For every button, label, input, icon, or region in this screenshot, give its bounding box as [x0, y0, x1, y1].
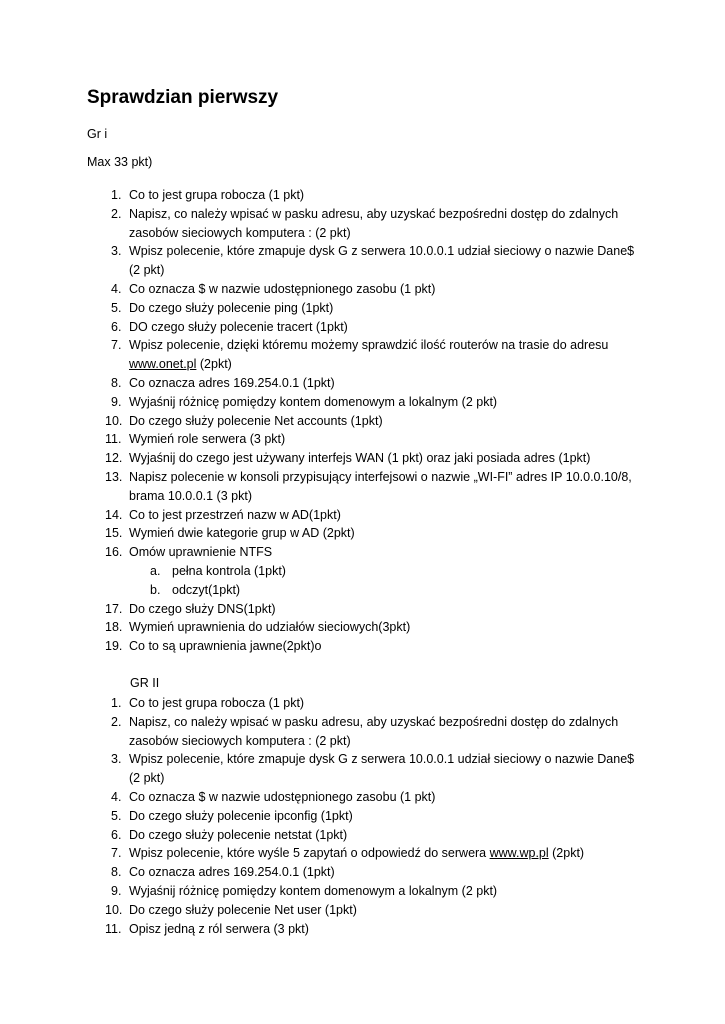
- question-item: [87, 901, 647, 920]
- sub-item: [150, 581, 647, 600]
- sub-item-letter: a.: [150, 563, 161, 578]
- question-item: [87, 412, 647, 431]
- question-number: 13.: [105, 469, 123, 484]
- page-title: Sprawdzian pierwszy: [87, 87, 279, 108]
- question-text: Do czego służy polecenie ping (1pkt): [129, 300, 334, 315]
- question-text: Co to jest grupa robocza (1 pkt): [129, 696, 305, 710]
- question-number: 2.: [111, 714, 122, 729]
- question-text: Co oznacza $ w nazwie udostępnionego zasobu (1 pkt): [129, 281, 436, 296]
- question-item: [87, 637, 647, 656]
- question-item: [87, 788, 647, 807]
- question-number: 6.: [111, 827, 122, 842]
- question-item: [87, 600, 647, 619]
- question-number: 10.: [105, 413, 123, 428]
- group-label: Gr i: [87, 127, 108, 141]
- question-text: Co to są uprawnienia jawne(2pkt)o: [129, 639, 322, 654]
- question-text: Wyjaśnij różnicę pomiędzy kontem domenowym a lokalnym (2 pkt): [129, 394, 498, 409]
- question-item: [87, 524, 647, 543]
- question-text: Wpisz polecenie, które zmapuje dysk G z serwera 10.0.0.1 udział sieciowy o nazwie Dane$ (2 pkt): [129, 244, 635, 278]
- question-number: 11.: [105, 921, 122, 936]
- question-number: 17.: [105, 601, 123, 616]
- question-number: 10.: [105, 902, 123, 917]
- question-text: Do czego służy polecenie ipconfig (1pkt): [129, 808, 353, 823]
- question-number: 2.: [111, 206, 122, 221]
- question-text: Napisz, co należy wpisać w pasku adresu, aby uzyskać bezpośredni dostęp do zdalnych zasobów sieciowych komputera : (2 pkt): [129, 206, 619, 240]
- question-item: [87, 468, 647, 506]
- question-number: 4.: [111, 789, 122, 804]
- question-text: Co oznacza $ w nazwie udostępnionego zasobu (1 pkt): [129, 789, 436, 804]
- question-text: Wyjaśnij różnicę pomiędzy kontem domenowym a lokalnym (2 pkt): [129, 883, 498, 898]
- question-text: Co to jest grupa robocza (1 pkt): [129, 188, 305, 202]
- question-text: Co to jest przestrzeń nazw w AD(1pkt): [129, 507, 341, 522]
- question-number: 11.: [105, 432, 122, 447]
- question-number: 16.: [105, 545, 123, 560]
- question-item: [87, 374, 647, 393]
- question-text: Do czego służy polecenie Net accounts (1pkt): [129, 413, 383, 428]
- url-link[interactable]: www.onet.pl: [129, 357, 197, 372]
- question-text: Do czego służy DNS(1pkt): [129, 601, 276, 616]
- question-list-group-1: [87, 186, 647, 656]
- question-text: Wpisz polecenie, które wyśle 5 zapytań o odpowiedź do serwera www.wp.pl (2pkt): [129, 846, 585, 861]
- question-number: 3.: [111, 752, 122, 767]
- question-text: Do czego służy polecenie netstat (1pkt): [129, 827, 348, 842]
- question-text: Co oznacza adres 169.254.0.1 (1pkt): [129, 375, 335, 390]
- question-number: 14.: [105, 507, 123, 522]
- question-item: [87, 807, 647, 826]
- question-item: [87, 882, 647, 901]
- question-number: 7.: [111, 846, 122, 861]
- sub-item-text: odczyt(1pkt): [172, 582, 241, 597]
- question-item: [87, 844, 647, 863]
- question-item: [87, 449, 647, 468]
- question-text: Wyjaśnij do czego jest używany interfejs WAN (1 pkt) oraz jaki posiada adres (1pkt): [129, 451, 591, 466]
- question-number: 12.: [105, 451, 123, 466]
- question-number: 6.: [111, 319, 122, 334]
- question-text: Napisz, co należy wpisać w pasku adresu, aby uzyskać bezpośredni dostęp do zdalnych zasobów sieciowych komputera : (2 pkt): [129, 714, 619, 748]
- question-item: [87, 299, 647, 318]
- question-item: [87, 393, 647, 412]
- question-text: Do czego służy polecenie Net user (1pkt): [129, 902, 357, 917]
- question-number: 15.: [105, 526, 123, 541]
- question-number: 3.: [111, 244, 122, 259]
- question-number: 1.: [111, 188, 122, 202]
- question-item: [87, 863, 647, 882]
- question-text: Wpisz polecenie, dzięki któremu możemy sprawdzić ilość routerów na trasie do adresu www.onet.pl (2pkt): [129, 338, 609, 372]
- question-item: [87, 318, 647, 337]
- question-text: DO czego służy polecenie tracert (1pkt): [129, 319, 348, 334]
- question-item: [87, 506, 647, 525]
- question-text: Opisz jedną z ról serwera (3 pkt): [129, 921, 309, 936]
- sub-item-letter: b.: [150, 582, 161, 597]
- sub-item-text: pełna kontrola (1pkt): [172, 563, 286, 578]
- question-item: [87, 750, 647, 788]
- question-item: [87, 618, 647, 637]
- question-text: Co oznacza adres 169.254.0.1 (1pkt): [129, 865, 335, 880]
- question-text: Wymień role serwera (3 pkt): [129, 432, 286, 447]
- question-number: 19.: [105, 639, 123, 654]
- question-number: 5.: [111, 300, 122, 315]
- question-number: 18.: [105, 620, 123, 635]
- question-text: Wymień dwie kategorie grup w AD (2pkt): [129, 526, 355, 541]
- question-item: [87, 336, 647, 374]
- question-text: Wpisz polecenie, które zmapuje dysk G z serwera 10.0.0.1 udział sieciowy o nazwie Dane$ (2 pkt): [129, 752, 635, 786]
- question-number: 8.: [111, 865, 122, 880]
- max-points: Max 33 pkt): [87, 155, 153, 169]
- question-item: [87, 920, 647, 939]
- question-text: Wymień uprawnienia do udziałów sieciowych(3pkt): [129, 620, 411, 635]
- question-item: [87, 186, 647, 205]
- sub-list: [87, 562, 647, 600]
- question-number: 7.: [111, 338, 122, 353]
- question-number: 9.: [111, 883, 122, 898]
- question-item: [87, 280, 647, 299]
- url-link[interactable]: www.wp.pl: [489, 846, 549, 861]
- question-number: 9.: [111, 394, 122, 409]
- group-2-label: GR II: [130, 676, 160, 690]
- sub-item: [150, 562, 647, 581]
- question-item: [87, 694, 647, 713]
- question-item: [87, 543, 647, 562]
- question-item: [87, 430, 647, 449]
- question-text: Napisz polecenie w konsoli przypisujący interfejsowi o nazwie „WI-FI” adres IP 10.0.0.10/8, brama 10.0.0.1 (3 pkt): [129, 469, 632, 503]
- question-number: 8.: [111, 375, 122, 390]
- question-number: 1.: [111, 696, 122, 710]
- question-item: [87, 826, 647, 845]
- question-item: [87, 242, 647, 280]
- question-item: [87, 205, 647, 243]
- question-item: [87, 713, 647, 751]
- question-text: Omów uprawnienie NTFS: [129, 545, 273, 560]
- question-list-group-2: [87, 694, 647, 938]
- question-number: 5.: [111, 808, 122, 823]
- question-number: 4.: [111, 281, 122, 296]
